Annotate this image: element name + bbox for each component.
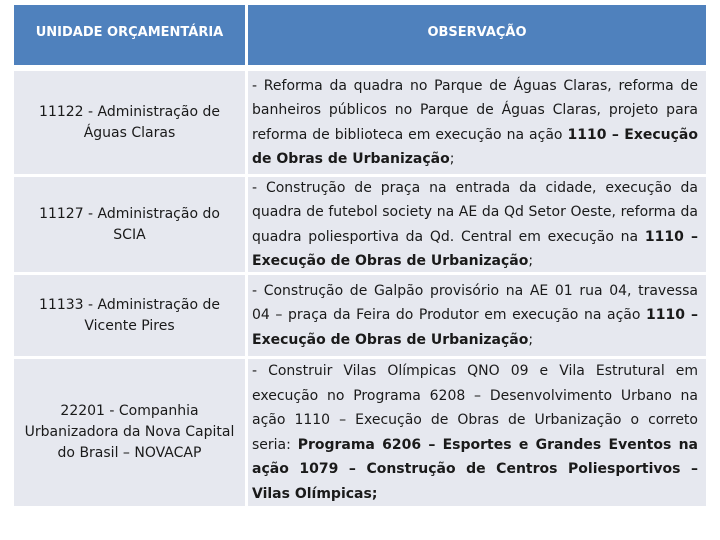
unit-line: Urbanizadora da Nova Capital	[24, 424, 235, 440]
table-header	[14, 5, 706, 65]
table-row	[14, 174, 706, 272]
budget-units-table	[14, 5, 706, 506]
observation-end: ;	[449, 151, 455, 167]
unit-cell	[14, 359, 245, 506]
header-unit: UNIDADE ORÇAMENTÁRIA	[35, 25, 224, 40]
unit-cell	[14, 71, 245, 174]
observation-end: ;	[528, 253, 534, 269]
unit-cell	[14, 177, 245, 272]
unit-cell	[14, 275, 245, 356]
observation-text: - Construir Vilas Olímpicas QNO 09 e Vila Estrutural em execução no Programa 6208 – Desenvolvimento Urbano na ação 1110 – Execução de Obras de Urbanização o correto seria:	[252, 363, 698, 453]
observation-text: - Reforma da quadra no Parque de Águas Claras, reforma de banheiros públicos no Parque de Águas Claras, projeto para reforma de biblioteca em execução na ação	[252, 77, 698, 143]
column-divider	[245, 177, 248, 272]
observation-cell	[252, 359, 698, 506]
unit-line: 11133 - Administração de	[39, 296, 220, 313]
unit-line: Vicente Pires	[84, 317, 175, 334]
table-row	[14, 356, 706, 506]
observation-bold: 1110 – Execução de Obras de Urbanização	[252, 307, 698, 348]
header-observation: OBSERVAÇÃO	[427, 25, 527, 40]
unit-line: Águas Claras	[83, 124, 176, 141]
unit-line: 22201 - Companhia	[60, 403, 199, 419]
observation-cell	[252, 71, 698, 174]
observation-end: ;	[528, 331, 534, 348]
observation-bold: Programa 6206 – Esportes e Grandes Eventos na ação 1079 – Construção de Centros Poliesportivos – Vilas Olímpicas;	[252, 436, 698, 502]
unit-line: 11122 - Administração de	[39, 103, 220, 120]
column-divider	[245, 359, 248, 506]
unit-line: 11127 - Administração do	[39, 205, 220, 222]
observation-text: - Construção de praça na entrada da cidade, execução da quadra de futebol society na AE da Qd Setor Oeste, reforma da quadra poliesportiva da Qd. Central em execução na	[252, 179, 698, 245]
observation-cell	[252, 275, 698, 356]
observation-text: - Construção de Galpão provisório na AE 01 rua 04, travessa 04 – praça da Feira do Produtor em execução na ação	[252, 282, 698, 324]
observation-bold: 1110 – Execução de Obras de Urbanização	[252, 228, 699, 269]
column-divider	[245, 71, 248, 174]
table-row	[14, 68, 706, 174]
unit-line: do Brasil – NOVACAP	[57, 445, 202, 461]
observation-bold: 1110 – Execução de Obras de Urbanização	[252, 126, 698, 167]
observation-cell	[252, 177, 698, 272]
table-row	[14, 272, 706, 356]
column-divider	[245, 275, 248, 356]
unit-line: SCIA	[113, 226, 146, 243]
